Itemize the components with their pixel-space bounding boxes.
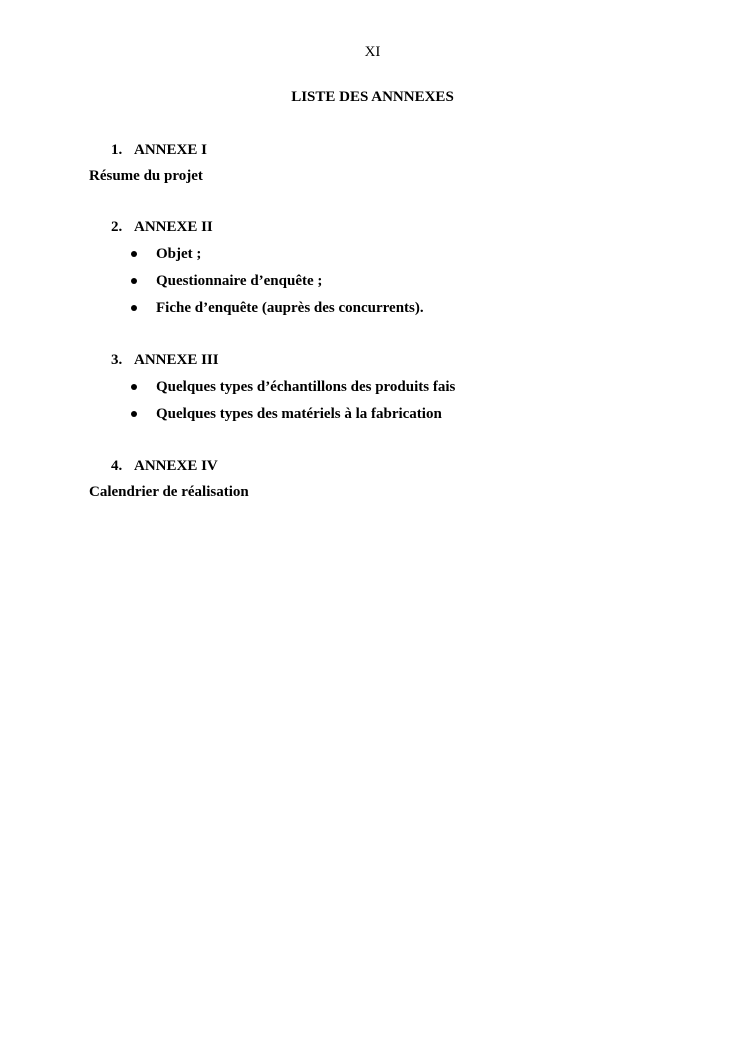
page-number: XI [364, 44, 381, 60]
annex-number: 1. [111, 142, 123, 158]
list-item: Quelques types d’échantillons des produits fais [156, 379, 456, 395]
annex-heading: ANNEXE II [134, 219, 213, 235]
list-item: Objet ; [156, 246, 202, 262]
annex-number: 3. [111, 352, 123, 368]
annex-number: 2. [111, 219, 123, 235]
list-item: Quelques types des matériels à la fabrication [156, 406, 442, 422]
annex-heading: ANNEXE I [134, 142, 207, 158]
page-title: LISTE DES ANNNEXES [291, 89, 454, 105]
bullet-icon [131, 278, 137, 284]
annex-heading: ANNEXE IV [134, 458, 218, 474]
annex-number: 4. [111, 458, 123, 474]
annex-heading: ANNEXE III [134, 352, 219, 368]
annex-description: Résume du projet [89, 168, 203, 184]
annex-description: Calendrier de réalisation [89, 484, 249, 500]
bullet-icon [131, 384, 137, 390]
bullet-icon [131, 305, 137, 311]
bullet-icon [131, 411, 137, 417]
list-item: Questionnaire d’enquête ; [156, 273, 323, 289]
list-item: Fiche d’enquête (auprès des concurrents). [156, 300, 424, 316]
bullet-icon [131, 251, 137, 257]
